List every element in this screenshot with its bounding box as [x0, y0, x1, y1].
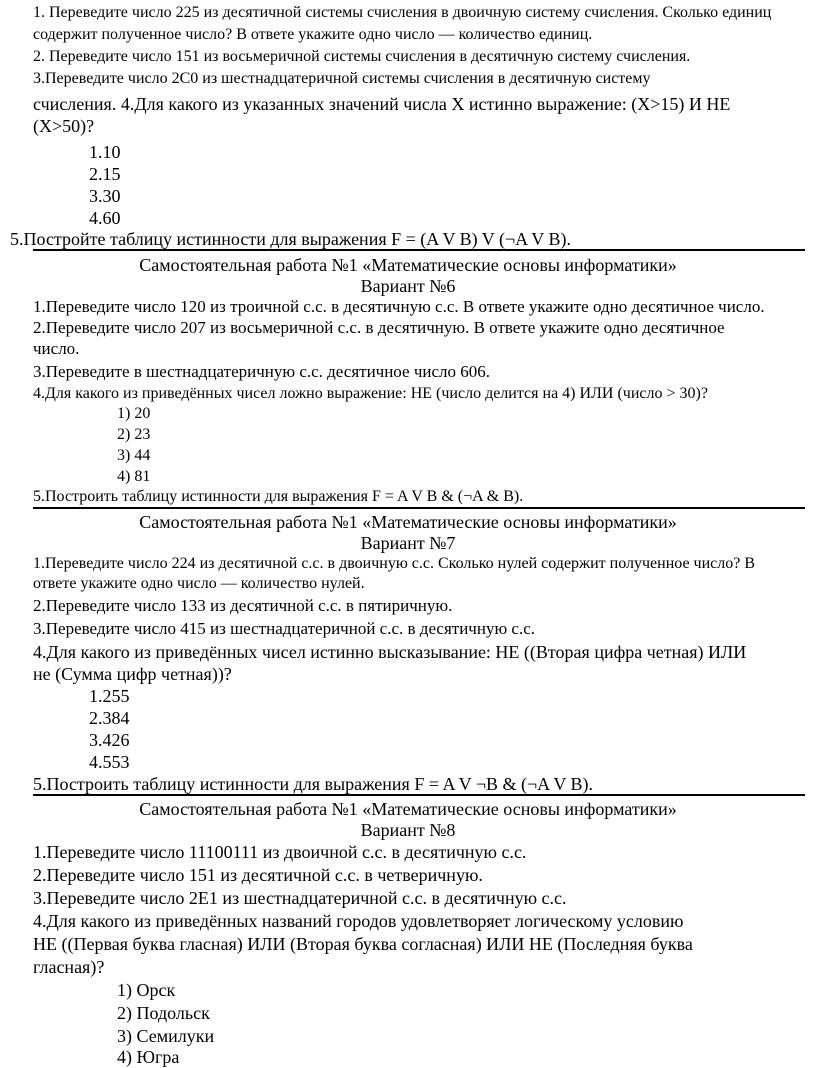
variant7-title: Самостоятельная работа №1 «Математические основы информатики»	[139, 512, 677, 532]
variant8-q4-line3: гласная)?	[33, 957, 105, 977]
q2: 2. Переведите число 151 из восьмеричной системы счисления в десятичную систему счисления.	[33, 48, 691, 65]
variant6-q4: 4.Для какого из приведённых чисел ложно выражение: НЕ (число делится на 4) ИЛИ (число > 30)?	[33, 385, 708, 402]
section-divider	[33, 507, 805, 509]
variant6-q1: 1.Переведите число 120 из троичной с.с. в десятичную с.с. В ответе укажите одно десятичное число.	[33, 297, 765, 316]
variant8-q4-option-1: 1) Орск	[117, 980, 176, 1000]
variant8-q1: 1.Переведите число 11100111 из двоичной с.с. в десятичную с.с.	[33, 842, 527, 862]
variant6-q4-option-1: 1) 20	[117, 405, 151, 422]
variant6-q2-line2: число.	[33, 339, 80, 358]
variant8-number: Вариант №8	[360, 820, 456, 840]
q4-option-1: 1.10	[89, 142, 121, 162]
variant8-q4-line1: 4.Для какого из приведённых названий городов удовлетворяет логическому условию	[33, 911, 684, 931]
section-divider	[33, 794, 805, 796]
variant7-q1-line2: ответе укажите одно число — количество нулей.	[33, 575, 365, 592]
variant6-q4-option-2: 2) 23	[117, 426, 151, 443]
q3-line2: счисления. 4.Для какого из указанных значений числа X истинно выражение: (X>15) И НЕ	[33, 94, 731, 114]
variant7-q2: 2.Переведите число 133 из десятичной с.с. в пятиричную.	[33, 596, 453, 615]
variant7-q4-option-1: 1.255	[89, 686, 130, 706]
variant8-q4-option-3: 3) Семилуки	[117, 1026, 215, 1046]
variant7-q4-line2: не (Сумма цифр четная))?	[33, 664, 232, 684]
q5: 5.Постройте таблицу истинности для выражения F = (A V B) V (¬A V B).	[10, 229, 571, 249]
variant7-q4-option-4: 4.553	[89, 752, 130, 772]
variant6-q4-option-3: 3) 44	[117, 447, 151, 464]
variant8-q3: 3.Переведите число 2Е1 из шестнадцатеричной с.с. в десятичную с.с.	[33, 888, 567, 908]
section-divider	[33, 249, 805, 251]
q4-option-2: 2.15	[89, 164, 121, 184]
variant7-q4-option-3: 3.426	[89, 730, 130, 750]
variant7-q4-line1: 4.Для какого из приведённых чисел истинно высказывание: НЕ ((Вторая цифра четная) ИЛИ	[33, 642, 747, 662]
variant7-number: Вариант №7	[360, 533, 456, 553]
variant8-q4-option-4: 4) Югра	[117, 1047, 180, 1067]
variant7-q4-option-2: 2.384	[89, 708, 130, 728]
variant6-q5: 5.Построить таблицу истинности для выражения F = A V B & (¬A & B).	[33, 488, 524, 505]
q3-line1: 3.Переведите число 2С0 из шестнадцатеричной системы счисления в десятичную систему	[33, 70, 651, 87]
q1-line1: 1. Переведите число 225 из десятичной системы счисления в двоичную систему счисления. Сколько единиц	[33, 4, 772, 21]
variant6-q3: 3.Переведите в шестнадцатеричную с.с. десятичное число 606.	[33, 362, 490, 381]
variant8-q2: 2.Переведите число 151 из десятичной с.с. в четверичную.	[33, 865, 483, 885]
variant6-q2-line1: 2.Переведите число 207 из восьмеричной с.с. в десятичную. В ответе укажите одно десятичное	[33, 318, 725, 337]
variant8-q4-line2: НЕ ((Первая буква гласная) ИЛИ (Вторая буква согласная) ИЛИ НЕ (Последняя буква	[33, 934, 693, 954]
variant7-q3: 3.Переведите число 415 из шестнадцатеричной с.с. в десятичную с.с.	[33, 619, 535, 638]
variant8-q4-option-2: 2) Подольск	[117, 1003, 210, 1023]
variant6-number: Вариант №6	[360, 276, 456, 296]
variant7-q1-line1: 1.Переведите число 224 из десятичной с.с. в двоичную с.с. Сколько нулей содержит полученное число? В	[33, 555, 756, 572]
q4-option-4: 4.60	[89, 208, 121, 228]
q4-line2: (X>50)?	[33, 116, 95, 136]
variant6-q4-option-4: 4) 81	[117, 468, 151, 485]
variant6-title: Самостоятельная работа №1 «Математические основы информатики»	[139, 255, 677, 275]
q1-line2: содержит полученное число? В ответе укажите одно число — количество единиц.	[33, 26, 593, 43]
variant7-q5: 5.Построить таблицу истинности для выражения F = A V ¬B & (¬A V B).	[33, 774, 594, 794]
variant8-title: Самостоятельная работа №1 «Математические основы информатики»	[139, 799, 677, 819]
q4-option-3: 3.30	[89, 186, 121, 206]
